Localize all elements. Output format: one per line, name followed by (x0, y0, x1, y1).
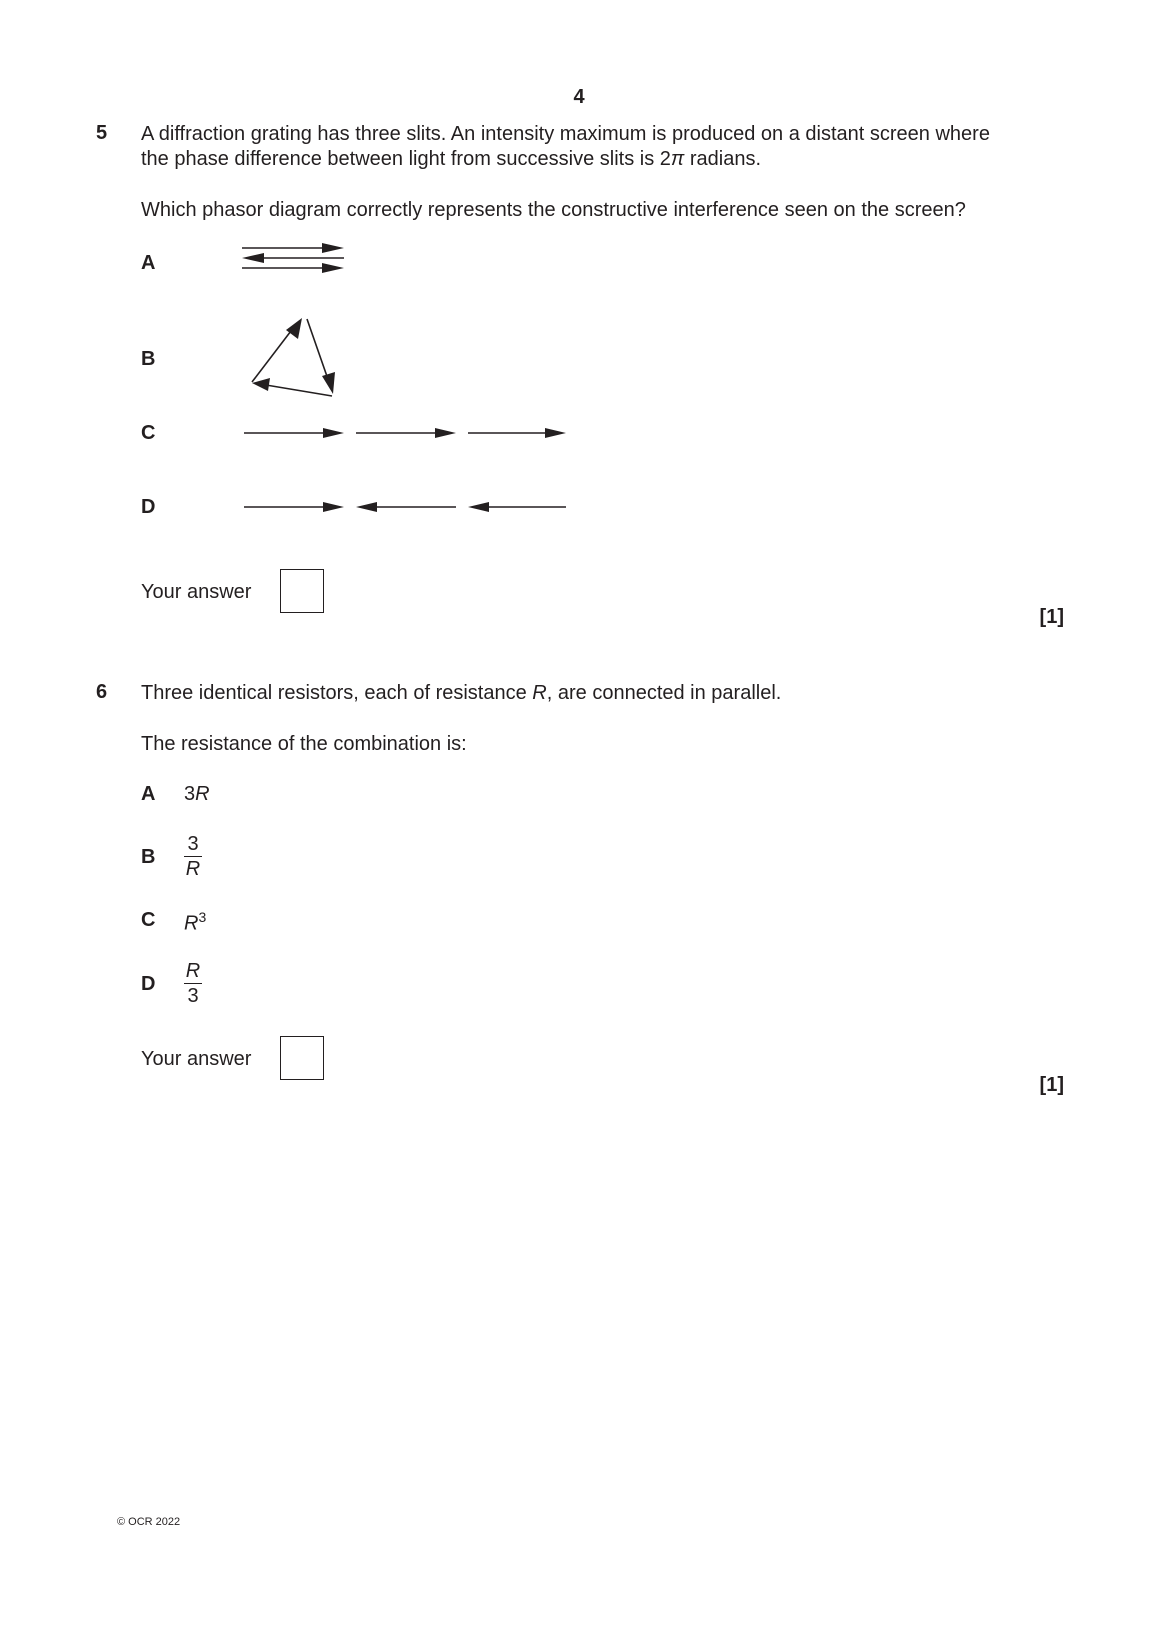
option-letter-a: A (141, 783, 156, 805)
option-letter-b: B (141, 846, 156, 868)
base: R (184, 912, 199, 935)
fraction-bar (184, 983, 202, 984)
page-number: 4 (573, 86, 585, 108)
stem-text: radians. (684, 148, 762, 170)
marks-q6: [1] (1039, 1074, 1064, 1096)
phasor-diagram-d (240, 497, 570, 517)
stem-text: the phase difference between light from successive slits is 2 (141, 148, 671, 170)
stem-text: Three identical resistors, each of resistance (141, 682, 533, 704)
fraction-bar (184, 856, 202, 857)
exponent: 3 (198, 909, 207, 925)
option-expression-a (184, 783, 210, 806)
stem-text: , are connected in parallel. (546, 682, 782, 704)
denominator: R (185, 858, 201, 880)
pi-symbol: π (670, 148, 685, 170)
your-answer-label: Your answer (141, 581, 252, 603)
resistance-symbol: R (532, 682, 547, 704)
option-letter-a: A (141, 252, 156, 274)
question-stem-line-1: A diffraction grating has three slits. An intensity maximum is produced on a distant screen where (141, 123, 990, 145)
question-number: 5 (96, 122, 108, 144)
fraction-b (184, 833, 202, 880)
phasor-diagram-c (240, 423, 570, 443)
variable: R (195, 783, 210, 805)
your-answer-label: Your answer (141, 1048, 252, 1070)
option-letter-c: C (141, 422, 156, 444)
question-number: 6 (96, 681, 108, 703)
question-stem (141, 681, 781, 705)
option-letter-d: D (141, 973, 156, 995)
copyright-footer: © OCR 2022 (117, 1516, 181, 1528)
answer-box-q6[interactable] (280, 1036, 324, 1080)
question-stem-line-2 (141, 147, 761, 171)
question-prompt: Which phasor diagram correctly represents the constructive interference seen on the screen? (141, 199, 966, 221)
option-letter-d: D (141, 496, 156, 518)
phasor-diagram-a (240, 244, 350, 278)
marks-q5: [1] (1039, 606, 1064, 628)
answer-box-q5[interactable] (280, 569, 324, 613)
phasor-diagram-b (240, 310, 340, 405)
denominator: 3 (187, 985, 199, 1007)
numerator: R (185, 960, 201, 982)
question-prompt: The resistance of the combination is: (141, 733, 467, 755)
numerator: 3 (187, 833, 199, 855)
fraction-d (184, 960, 202, 1007)
option-letter-c: C (141, 909, 156, 931)
coefficient: 3 (184, 783, 196, 805)
option-letter-b: B (141, 348, 156, 370)
option-expression-c (184, 909, 206, 936)
